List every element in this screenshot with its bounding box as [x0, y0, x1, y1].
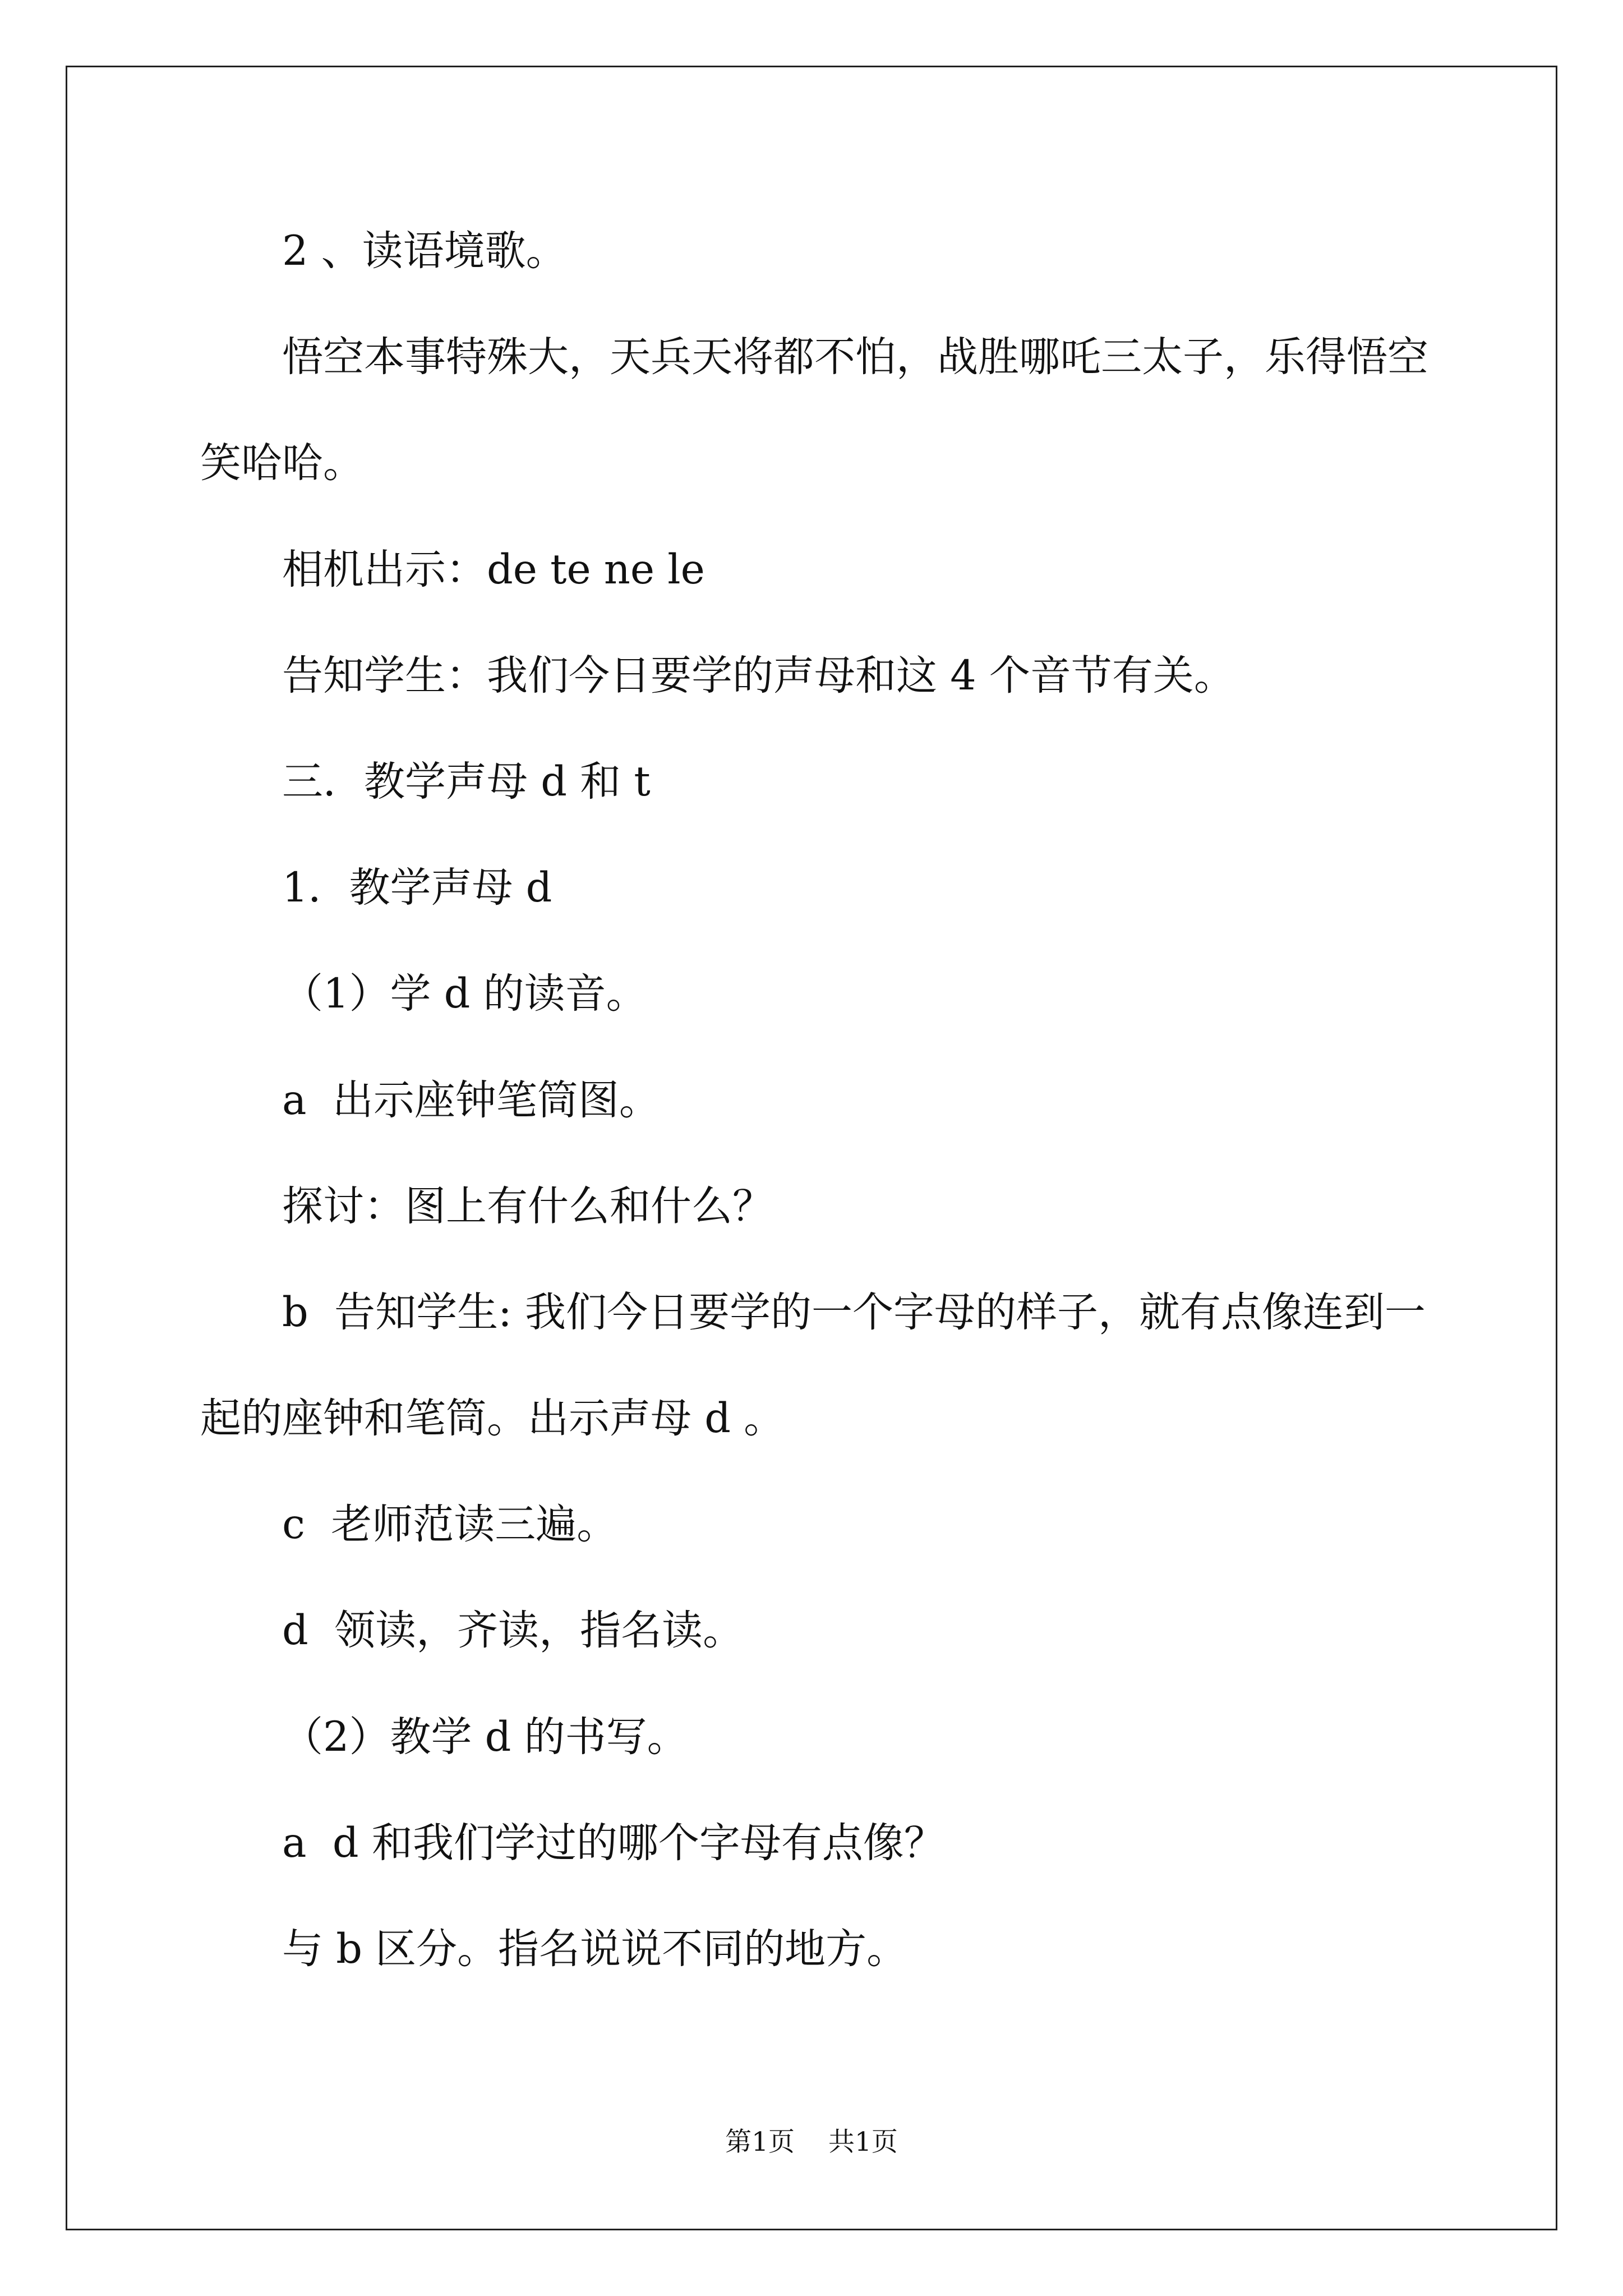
paragraph-line: 1．教学声母 d [282, 864, 552, 912]
paragraph-line: b 告知学生: 我们今日要学的一个字母的样子，就有点像连到一 [282, 1288, 1426, 1336]
paragraph-line: （2）教学 d 的书写。 [282, 1713, 688, 1761]
paragraph [200, 1790, 1490, 1896]
paragraph-line: 起的座钟和笔筒。出示声母 d 。 [200, 1395, 785, 1443]
paragraph [200, 1896, 1490, 2002]
paragraph-line: 告知学生：我们今日要学的声母和这 4 个音节有关。 [282, 651, 1235, 700]
paragraph [200, 1047, 1490, 1153]
paragraph [200, 198, 1490, 304]
paragraph-line: 与 b 区分。指名说说不同的地方。 [282, 1925, 908, 1973]
paragraph [200, 1259, 1490, 1471]
paragraph [200, 1577, 1490, 1683]
paragraph-line: d 领读，齐读，指名读。 [282, 1607, 744, 1655]
paragraph-line: （1）学 d 的读音。 [282, 970, 647, 1018]
current-page-number: 第1页 [725, 2127, 795, 2157]
paragraph [200, 1153, 1490, 1259]
paragraph [200, 517, 1490, 623]
page-footer [0, 2125, 1623, 2159]
paragraph [200, 1684, 1490, 1790]
subsection-heading [200, 835, 1490, 941]
section-heading [200, 729, 1490, 835]
paragraph-line: 相机出示：de te ne le [282, 545, 705, 593]
paragraph-line: 三．教学声母 d 和 t [282, 757, 651, 806]
paragraph-line: a 出示座钟笔筒图。 [282, 1076, 660, 1124]
paragraph [200, 941, 1490, 1047]
paragraph-line: a d 和我们学过的哪个字母有点像？ [282, 1819, 945, 1867]
paragraph [200, 1471, 1490, 1577]
paragraph-line: 悟空本事特殊大，天兵天将都不怕，战胜哪吒三太子，乐得悟空 [282, 333, 1428, 381]
document-body [200, 198, 1490, 2002]
total-page-count: 共1页 [828, 2127, 898, 2157]
paragraph [200, 304, 1490, 516]
paragraph [200, 623, 1490, 729]
paragraph-line: 2 、读语境歌。 [282, 227, 567, 275]
paragraph-line: c 老师范读三遍。 [282, 1501, 618, 1549]
paragraph-line: 笑哈哈。 [200, 439, 364, 487]
paragraph-line: 探讨：图上有什么和什么？ [282, 1182, 773, 1230]
